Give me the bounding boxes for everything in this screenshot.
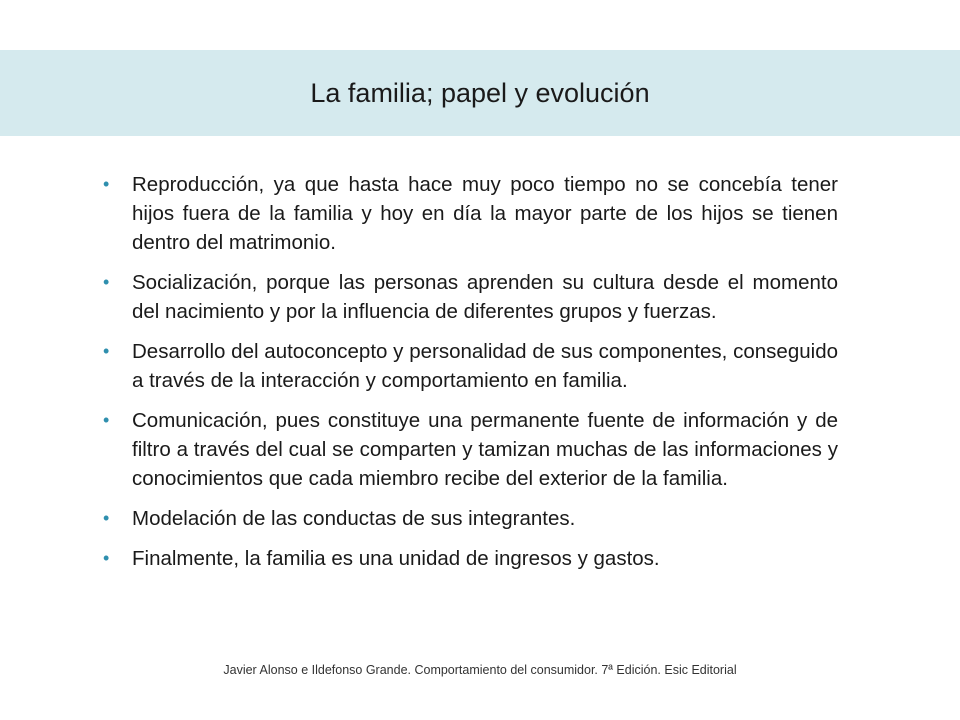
bullet-text: Reproducción, ya que hasta hace muy poco tiempo no se concebía tener hijos fuera de la familia y hoy en día la mayor parte de los hijos se tienen dentro del matrimonio. [132, 173, 838, 254]
title-band [0, 50, 960, 136]
bullet-icon: • [103, 174, 110, 194]
bullet-item [103, 268, 838, 326]
bullet-icon: • [103, 508, 110, 528]
bullet-text: Modelación de las conductas de sus integrantes. [132, 507, 576, 530]
bullet-icon: • [103, 272, 110, 292]
bullet-text: Socialización, porque las personas aprenden su cultura desde el momento del nacimiento y por la influencia de diferentes grupos y fuerzas. [132, 271, 838, 323]
bullet-item [103, 504, 838, 533]
bullet-text: Finalmente, la familia es una unidad de ingresos y gastos. [132, 547, 660, 570]
bullet-item [103, 544, 838, 573]
bullet-list [103, 170, 838, 584]
slide-title: La familia; papel y evolución [310, 78, 650, 108]
footer-citation: Javier Alonso e Ildefonso Grande. Comportamiento del consumidor. 7ª Edición. Esic Editorial [223, 663, 737, 677]
bullet-item [103, 406, 838, 493]
bullet-text: Comunicación, pues constituye una permanente fuente de información y de filtro a través del cual se comparten y tamizan muchas de las informaciones y conocimientos que cada miembro recibe del exterior de la familia. [132, 409, 838, 490]
bullet-icon: • [103, 548, 110, 568]
bullet-item [103, 170, 838, 257]
bullet-item [103, 337, 838, 395]
bullet-icon: • [103, 410, 110, 430]
bullet-icon: • [103, 341, 110, 361]
bullet-text: Desarrollo del autoconcepto y personalidad de sus componentes, conseguido a través de la interacción y comportamiento en familia. [132, 340, 838, 392]
